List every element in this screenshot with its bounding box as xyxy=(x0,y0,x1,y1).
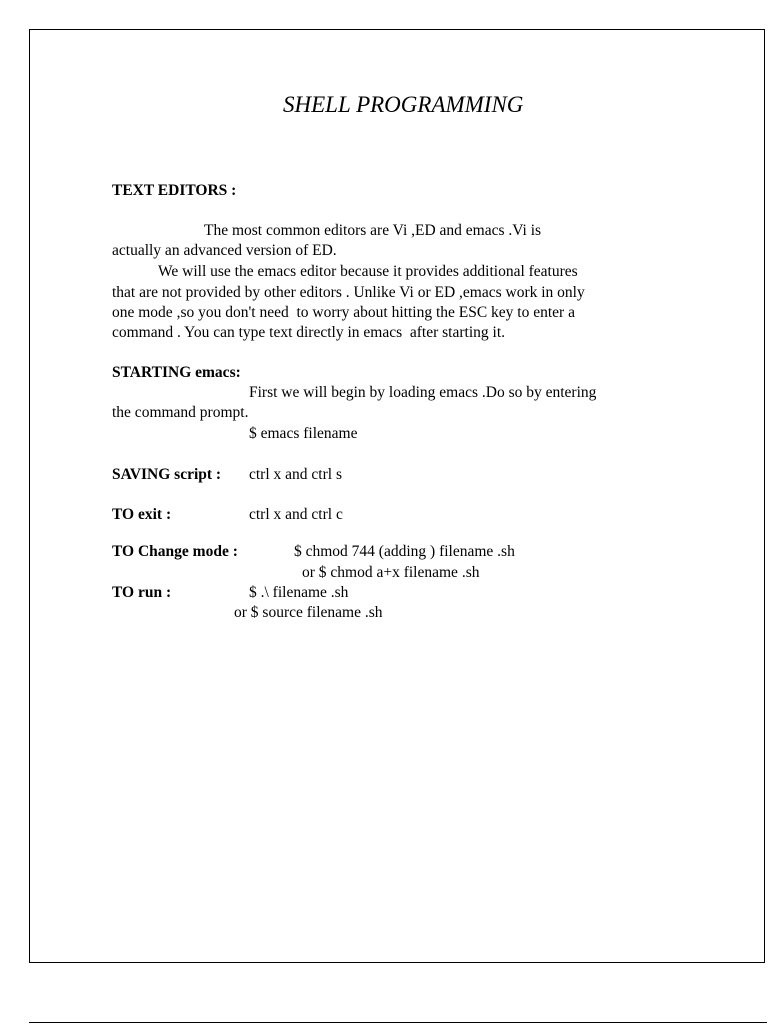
saving-value: ctrl x and ctrl s xyxy=(249,466,342,483)
text-editors-heading: TEXT EDITORS : xyxy=(112,182,237,199)
page-border xyxy=(29,29,765,963)
text-editors-line-4: that are not provided by other editors . Unlike Vi or ED ,emacs work in only xyxy=(112,284,585,301)
run-value: $ .\ filename .sh xyxy=(249,584,349,601)
starting-line-1: First we will begin by loading emacs .Do so by entering xyxy=(249,384,597,401)
text-editors-line-2: actually an advanced version of ED. xyxy=(112,242,337,259)
text-editors-line-1: The most common editors are Vi ,ED and emacs .Vi is xyxy=(204,222,542,239)
starting-command: $ emacs filename xyxy=(249,425,358,442)
change-mode-value: $ chmod 744 (adding ) filename .sh xyxy=(294,543,515,560)
starting-heading: STARTING emacs: xyxy=(112,364,241,381)
text-editors-line-6: command . You can type text directly in emacs after starting it. xyxy=(112,324,505,341)
text-editors-line-3: We will use the emacs editor because it provides additional features xyxy=(158,263,578,280)
exit-label: TO exit : xyxy=(112,506,172,523)
run-label: TO run : xyxy=(112,584,172,601)
saving-label: SAVING script : xyxy=(112,466,222,483)
change-mode-alt: or $ chmod a+x filename .sh xyxy=(302,564,480,581)
run-alt: or $ source filename .sh xyxy=(234,604,383,621)
change-mode-label: TO Change mode : xyxy=(112,543,238,560)
exit-value: ctrl x and ctrl c xyxy=(249,506,343,523)
starting-line-2: the command prompt. xyxy=(112,404,249,421)
document-title: SHELL PROGRAMMING xyxy=(283,92,524,117)
bottom-rule xyxy=(29,1022,767,1023)
text-editors-line-5: one mode ,so you don't need to worry about hitting the ESC key to enter a xyxy=(112,304,575,321)
